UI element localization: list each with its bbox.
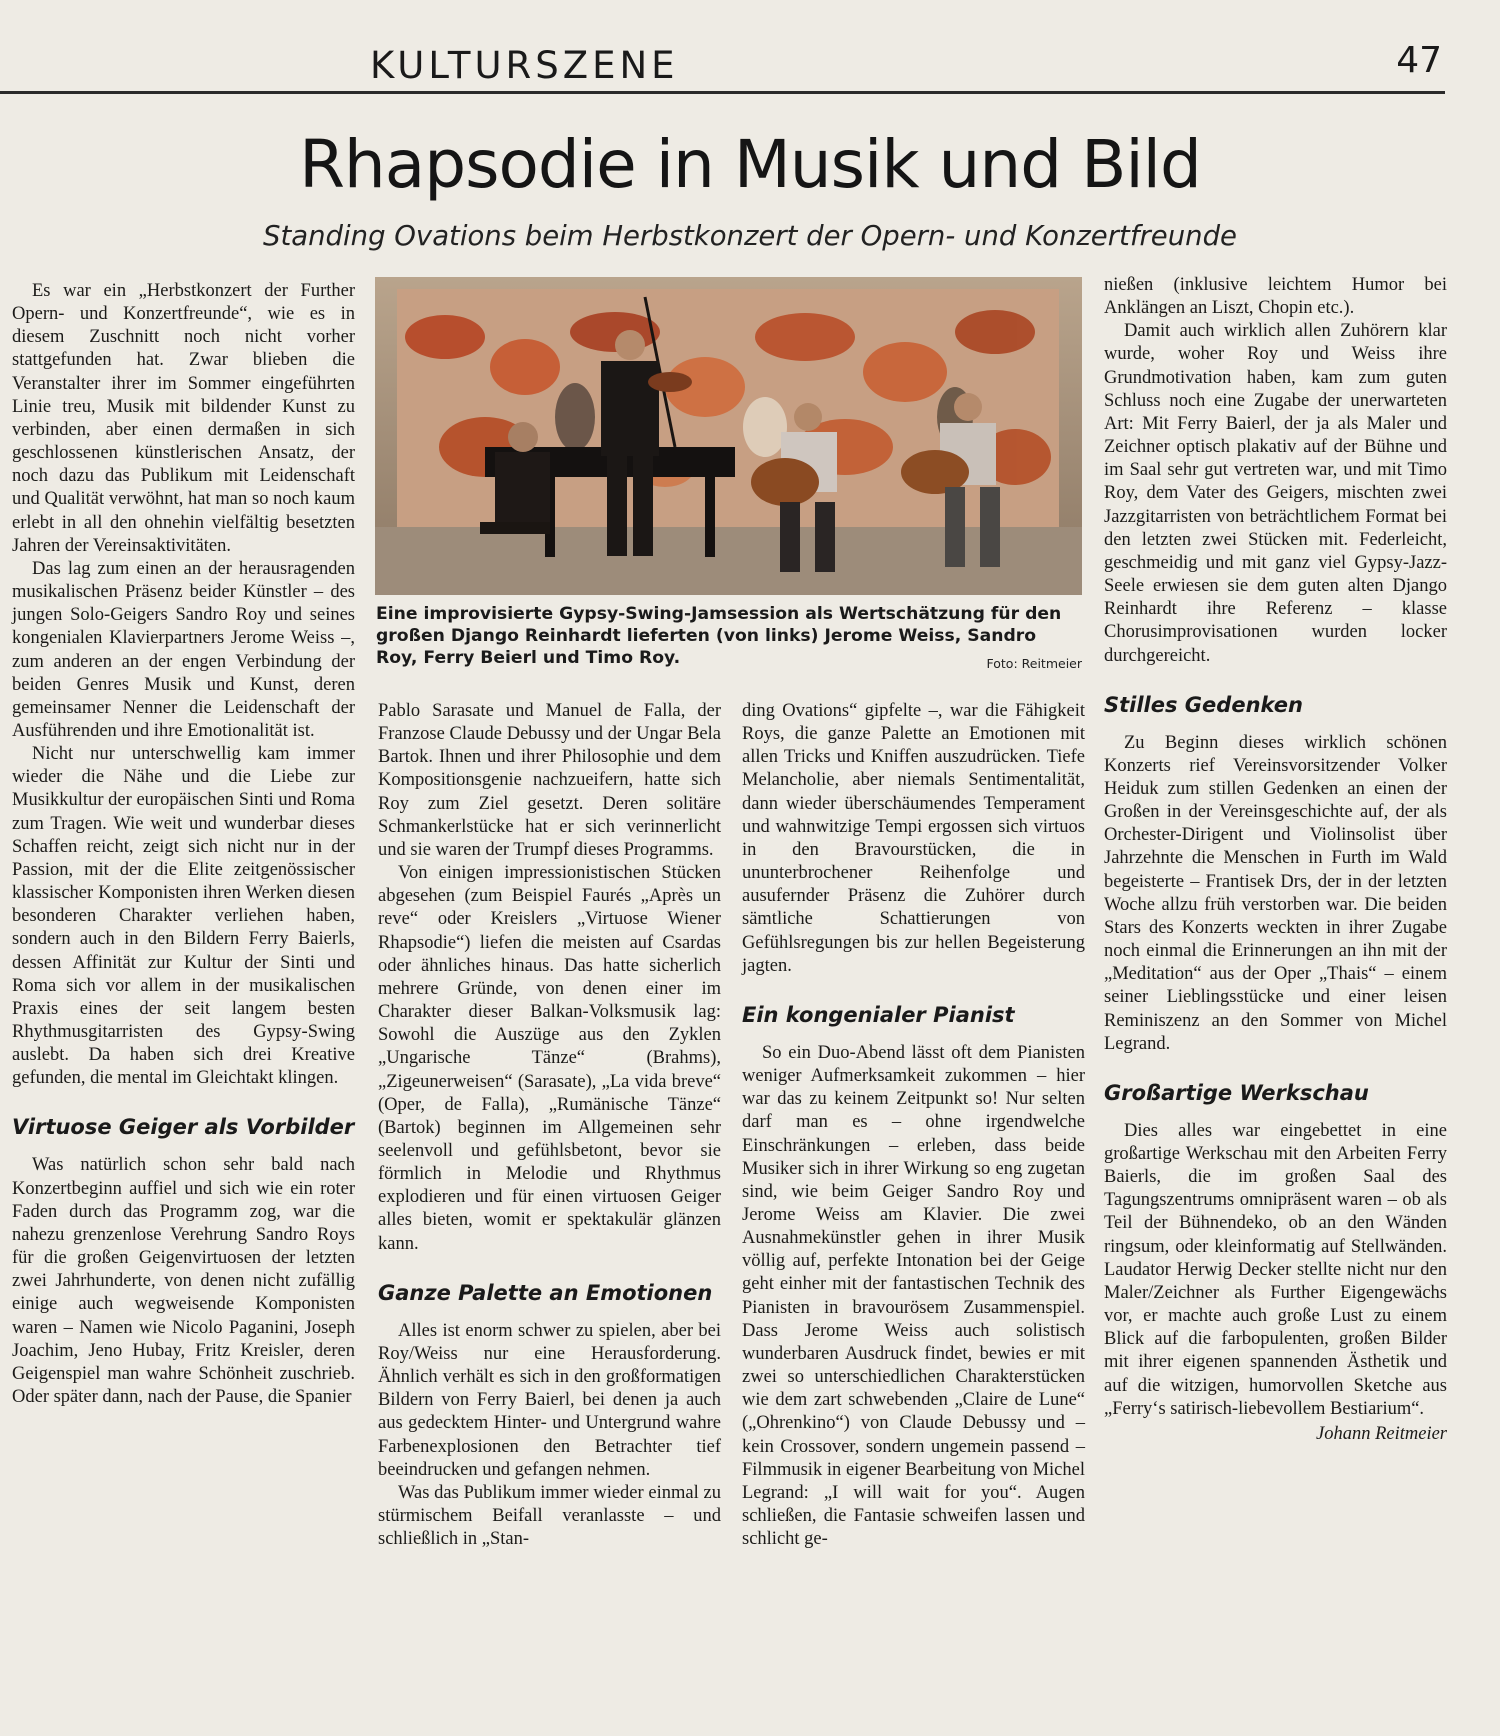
section-title: KULTURSZENE xyxy=(370,44,679,87)
article-paragraph: Was natürlich schon sehr bald nach Konzertbeginn auffiel und sich wie ein roter Faden durch das Programm zog, war die nahezu grenzenlose Verehrung Sandro Roys für die großen Geigenvirtuosen der letzten zwei Jahrhunderte, von denen nicht zufällig einige auch wegweisende Komponisten waren – Namen wie Nicolo Paganini, Joseph Joachim, Jeno Hubay, Fritz Kreisler, deren Geigenspiel man wahre Schönheit zuschrieb. Oder später dann, nach der Pause, die Spanier xyxy=(12,1155,355,1408)
header-rule xyxy=(0,91,1445,94)
photo-credit: Foto: Reitmeier xyxy=(986,656,1082,671)
page-number: 47 xyxy=(1396,40,1442,81)
subheadline: Standing Ovations beim Herbstkonzert der Opern- und Konzertfreunde xyxy=(263,220,1237,252)
article-paragraph: Es war ein „Herbstkonzert der Further Opern- und Konzertfreunde“, wie es in diesem Zuschnitt noch nicht vorher stattgefunden hat. Zwar blieben die Veranstalter ihrer im Sommer eingeführten Linie treu, Musik mit bildender Kunst zu verbinden, aber einen dermaßen in sich geschlossenen künstlerischen Ansatz, der noch dazu das Publikum mit Leidenschaft und Qualität verwöhnt, hat man so noch kaum erlebt in all den ohnehin vielfältig besetzten Jahren der Vereinsaktivitäten. xyxy=(12,281,355,556)
article-paragraph: Nicht nur unterschwellig kam immer wieder die Nähe und die Liebe zur Musikkultur der europäischen Sinti und Roma zum Tragen. Wie weit und wunderbar dieses Schaffen reicht, zeigt sich nicht nur in der Passion, mit der die Elite zeitgenössischer klassischer Komponisten ihren Werken diesen besonderen Charakter verliehen haben, sondern auch in den Bildern Ferry Baierls, dessen Affinität zur Kultur der Sinti und Roma sich vor allem in der musikalischen Praxis eines der seit langem besten Rhythmusgitarristen des Gypsy-Swing auslebt. Da haben sich drei Kreative gefunden, die mental im Gleichtakt klingen. xyxy=(12,744,355,1089)
article-column-1 xyxy=(12,280,355,1409)
article-paragraph: Dies alles war eingebettet in eine großartige Werkschau mit den Arbeiten Ferry Baierls, die im großen Saal des Tagungszentrums omnipräsent waren – ob als Teil der Bühnendeko, ob an den Wänden ringsum, oder kleinformatig auf Stellwänden. Laudator Herwig Decker stellte nicht nur den Maler/Zeichner als Further Eigengewächs vor, er machte auch große Lust zu einem Blick auf die farbopulenten, großen Bilder mit ihrer eigenen spannenden Ästhetik und auf die witzigen, humorvollen Sketche aus „Ferry‘s satirisch-liebevollem Bestiarium“. xyxy=(1104,1120,1447,1419)
article-paragraph: nießen (inklusive leichtem Humor bei Anklängen an Liszt, Chopin etc.). xyxy=(1104,275,1447,319)
subheading: Ganze Palette an Emotionen xyxy=(378,1280,713,1305)
concert-photo-illustration xyxy=(375,277,1082,595)
article-paragraph: Das lag zum einen an der herausragenden musikalischen Präsenz beider Künstler – des jungen Solo-Geigers Sandro Roy und seines kongenialen Klavierpartners Jerome Weiss –, zum anderen an der engen Verbindung der beiden Genres Musik und Kunst, deren gemeinsamer Nenner die Leidenschaft der Ausführenden und ihre Emotionalität ist. xyxy=(12,558,355,741)
subheading: Großartige Werkschau xyxy=(1104,1080,1369,1105)
concert-photo xyxy=(375,277,1082,595)
subheading: Ein kongenialer Pianist xyxy=(742,1002,1015,1027)
article-column-3 xyxy=(742,700,1085,1551)
article-paragraph: Zu Beginn dieses wirklich schönen Konzerts rief Vereinsvorsitzender Volker Heiduk zum stillen Gedenken an einen der Großen in der Vereinsgeschichte auf, der als Orchester-Dirigent und Violinsolist über Jahrzehnte die Menschen in Furth im Wald begeisterte – Frantisek Drs, der in der letzten Woche allzu früh verstorben war. Die beiden Stars des Konzerts weckten in ihrer Zugabe noch einmal die Erinnerungen an ihn mit der „Meditation“ aus der Oper „Thais“ – einem seiner Lieblingsstücke und einer leisen Reminiszenz an den Sommer von Michel Legrand. xyxy=(1104,732,1447,1054)
article-paragraph: So ein Duo-Abend lässt oft dem Pianisten weniger Aufmerksamkeit zukommen – hier war das zu keinem Zeitpunkt so! Nur selten darf man es – ohne irgendwelche Einschränkungen – erleben, dass beide Musiker sich in ihrer Wirkung so eng zugetan sind, wie beim Geiger Sandro Roy und Jerome Weiss am Klavier. Die zwei Ausnahmekünstler gehen in ihrer Musik völlig auf, perfekte Intonation bei der Geige geht einher mit der fantastischen Technik des Pianisten in bravourösem Zusammenspiel. Dass Jerome Weiss auch solistisch wunderbaren Ausdruck findet, bewies er mit zwei so unterschiedlichen Charakterstücken wie dem zart schwebenden „Claire de Lune“ („Ohrenkino“) von Claude Debussy und – kein Crossover, sondern ungemein passend – Filmmusik in eigener Bearbeitung von Michel Legrand: „I will wait for you“. Augen schließen, die Fantasie schweifen lassen und schlicht ge- xyxy=(742,1042,1085,1550)
article-column-2 xyxy=(378,700,721,1551)
author-byline: Johann Reitmeier xyxy=(1316,1423,1447,1444)
article-paragraph: ding Ovations“ gipfelte –, war die Fähigkeit Roys, die ganze Palette an Emotionen mit allen Tricks und Kniffen auszudrücken. Tiefe Melancholie, aber niemals Sentimentalität, dann wieder überschäumendes Temperament und wahnwitzige Tempi ergossen sich virtuos in den Bravourstücken, die in ununterbrochener Reihenfolge und ausufernder Präsenz die Zuhörer durch sämtliche Schattierungen von Gefühlsregungen bis zur hellen Begeisterung jagten. xyxy=(742,701,1085,976)
photo-caption: Eine improvisierte Gypsy-Swing-Jamsession als Wertschätzung für den großen Django Reinhardt lieferten (von links) Jerome Weiss, Sandro Roy, Ferry Beierl und Timo Roy. xyxy=(376,604,1062,668)
headline: Rhapsodie in Musik und Bild xyxy=(299,126,1201,203)
article-paragraph: Pablo Sarasate und Manuel de Falla, der Franzose Claude Debussy und der Ungar Bela Bartok. Ihnen und ihrer Philosophie und dem Kompositionsgenie nachzueifern, hatte sich Roy zum Ziel gesetzt. Deren solitäre Schmankerlstücke hat er sich verinnerlicht und sie waren der Trumpf dieses Programms. xyxy=(378,701,721,860)
article-column-4 xyxy=(1104,274,1447,1446)
article-paragraph: Alles ist enorm schwer zu spielen, aber bei Roy/Weiss nur eine Herausforderung. Ähnlich verhält es sich in den großformatigen Bildern von Ferry Baierl, bei denen ja auch aus gedecktem Hinter- und Untergrund wahre Farbenexplosionen den Betrachter tief beeindrucken und gefangen nehmen. xyxy=(378,1320,721,1480)
subheading: Virtuose Geiger als Vorbilder xyxy=(12,1115,355,1140)
article-paragraph: Von einigen impressionistischen Stücken abgesehen (zum Beispiel Faurés „Après un reve“ oder Kreislers „Virtuose Wiener Rhapsodie“) liefen die meisten auf Csardas oder ähnliches hinaus. Das hatte sicherlich mehrere Gründe, von denen einer im Charakter dieser Balkan-Volksmusik lag: Sowohl die Auszüge aus den Zyklen „Ungarische Tänze“ (Brahms), „Zigeunerweisen“ (Sarasate), „La vida breve“ (Oper, de Falla), „Rumänische Tänze“ (Bartok) beginnen im Allgemeinen sehr seelenvoll und gefühlsbetont, bevor sie förmlich in Melodie und Rhythmus explodieren und für einen virtuosen Geiger alles bieten, womit er spektakulär glänzen kann. xyxy=(378,863,721,1254)
article-paragraph: Damit auch wirklich allen Zuhörern klar wurde, woher Roy und Weiss ihre Grundmotivation haben, kam zum guten Schluss noch eine Zugabe der unerwarteten Art: Mit Ferry Baierl, der ja als Maler und Zeichner optisch plakativ auf der Bühne und im Saal sehr gut vertreten war, und mit Timo Roy, dem Vater des Geigers, mischten zwei Jazzgitarristen von beträchtlichem Format bei den letzten zwei Stücken mit. Federleicht, geschmeidig und mit ganz viel Gypsy-Jazz-Seele erwiesen sie dem guten alten Django Reinhardt ihre Referenz – klasse Chorusimprovisationen wurden locker durchgereicht. xyxy=(1104,321,1447,666)
subheading: Stilles Gedenken xyxy=(1104,692,1303,717)
article-paragraph: Was das Publikum immer wieder einmal zu stürmischem Beifall veranlasste – und schließlich in „Stan- xyxy=(378,1482,721,1550)
